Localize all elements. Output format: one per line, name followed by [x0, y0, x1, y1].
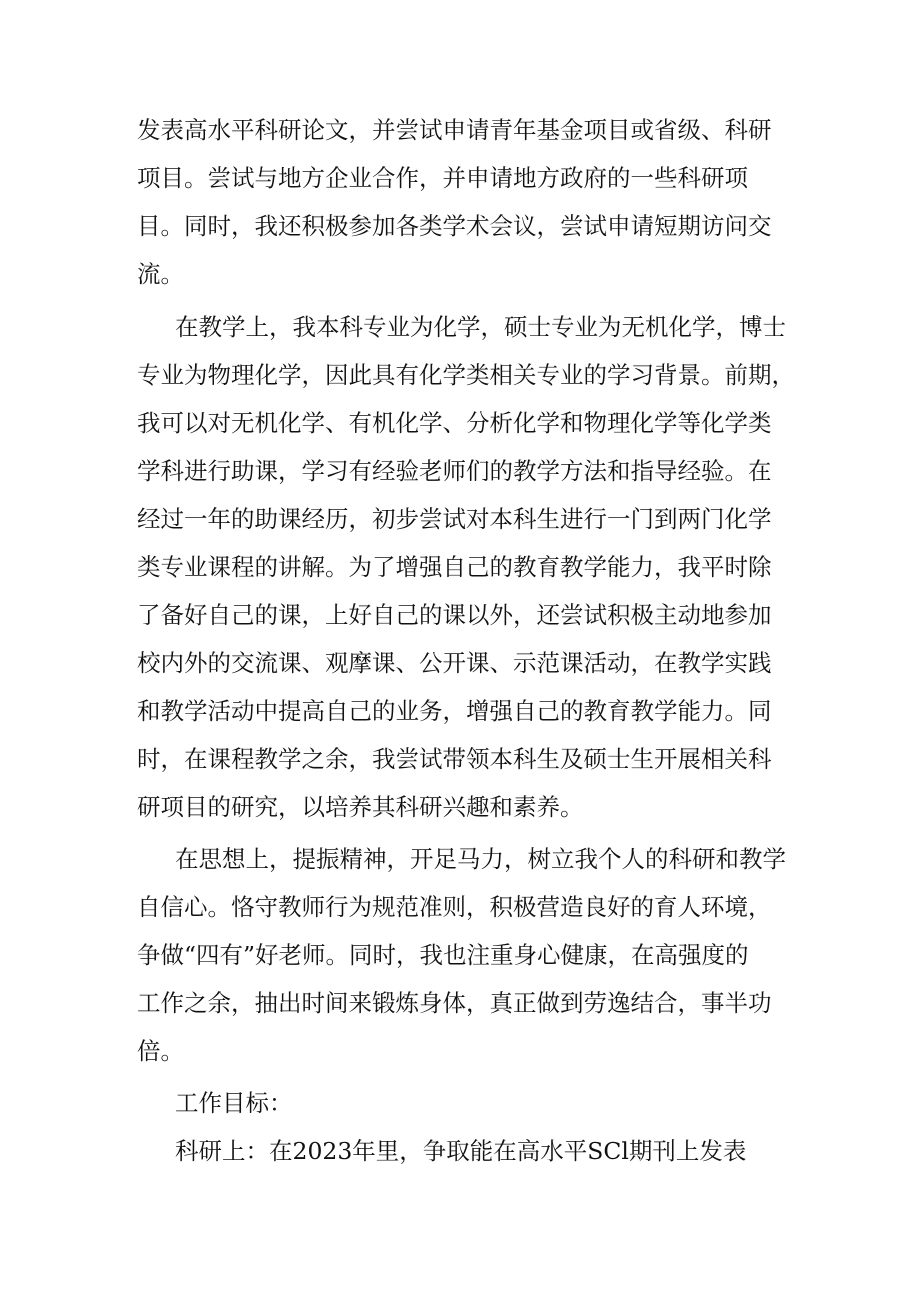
text-line: 研项目的研究，以培养其科研兴趣和素养。 — [137, 793, 584, 821]
text-line: 了备好自己的课，上好自己的课以外，还尝试积极主动地参加 — [137, 601, 772, 629]
text-line: 学科进行助课，学习有经验老师们的教学方法和指导经验。在 — [137, 457, 772, 485]
text-line: 流。 — [137, 260, 184, 288]
text-line: 校内外的交流课、观摩课、公开课、示范课活动，在教学实践 — [137, 649, 772, 677]
text-line: 倍。 — [137, 1037, 184, 1065]
text-line: 发表高水平科研论文，并尝试申请青年基金项目或省级、科研 — [137, 116, 772, 144]
text-line: 我可以对无机化学、有机化学、分析化学和物理化学等化学类 — [137, 409, 772, 437]
text-line: 争做“四有”好老师。同时，我也注重身心健康，在高强度的 — [137, 941, 749, 969]
text-line: 在思想上，提振精神，开足马力，树立我个人的科研和教学 — [175, 845, 786, 873]
text-line: 时，在课程教学之余，我尝试带领本科生及硕士生开展相关科 — [137, 745, 772, 773]
text-line: 科研上：在2023年里，争取能在高水平SCl期刊上发表 — [175, 1137, 747, 1165]
text-line: 目。同时，我还积极参加各类学术会议，尝试申请短期访问交 — [137, 212, 772, 240]
text-line: 和教学活动中提高自己的业务，增强自己的教育教学能力。同 — [137, 697, 772, 725]
text-line: 专业为物理化学，因此具有化学类相关专业的学习背景。前期， — [137, 361, 795, 389]
text-line: 经过一年的助课经历，初步尝试对本科生进行一门到两门化学 — [137, 505, 772, 533]
text-line: 自信心。恪守教师行为规范准则，积极营造良好的育人环境， — [137, 893, 772, 921]
section-heading: 工作目标： — [175, 1089, 293, 1117]
text-line: 类专业课程的讲解。为了增强自己的教育教学能力，我平时除 — [137, 553, 772, 581]
text-line: 项目。尝试与地方企业合作，并申请地方政府的一些科研项 — [137, 164, 748, 192]
text-line: 在教学上，我本科专业为化学，硕士专业为无机化学，博士 — [175, 313, 786, 341]
text-line: 工作之余，抽出时间来锻炼身体，真正做到劳逸结合，事半功 — [137, 989, 772, 1017]
